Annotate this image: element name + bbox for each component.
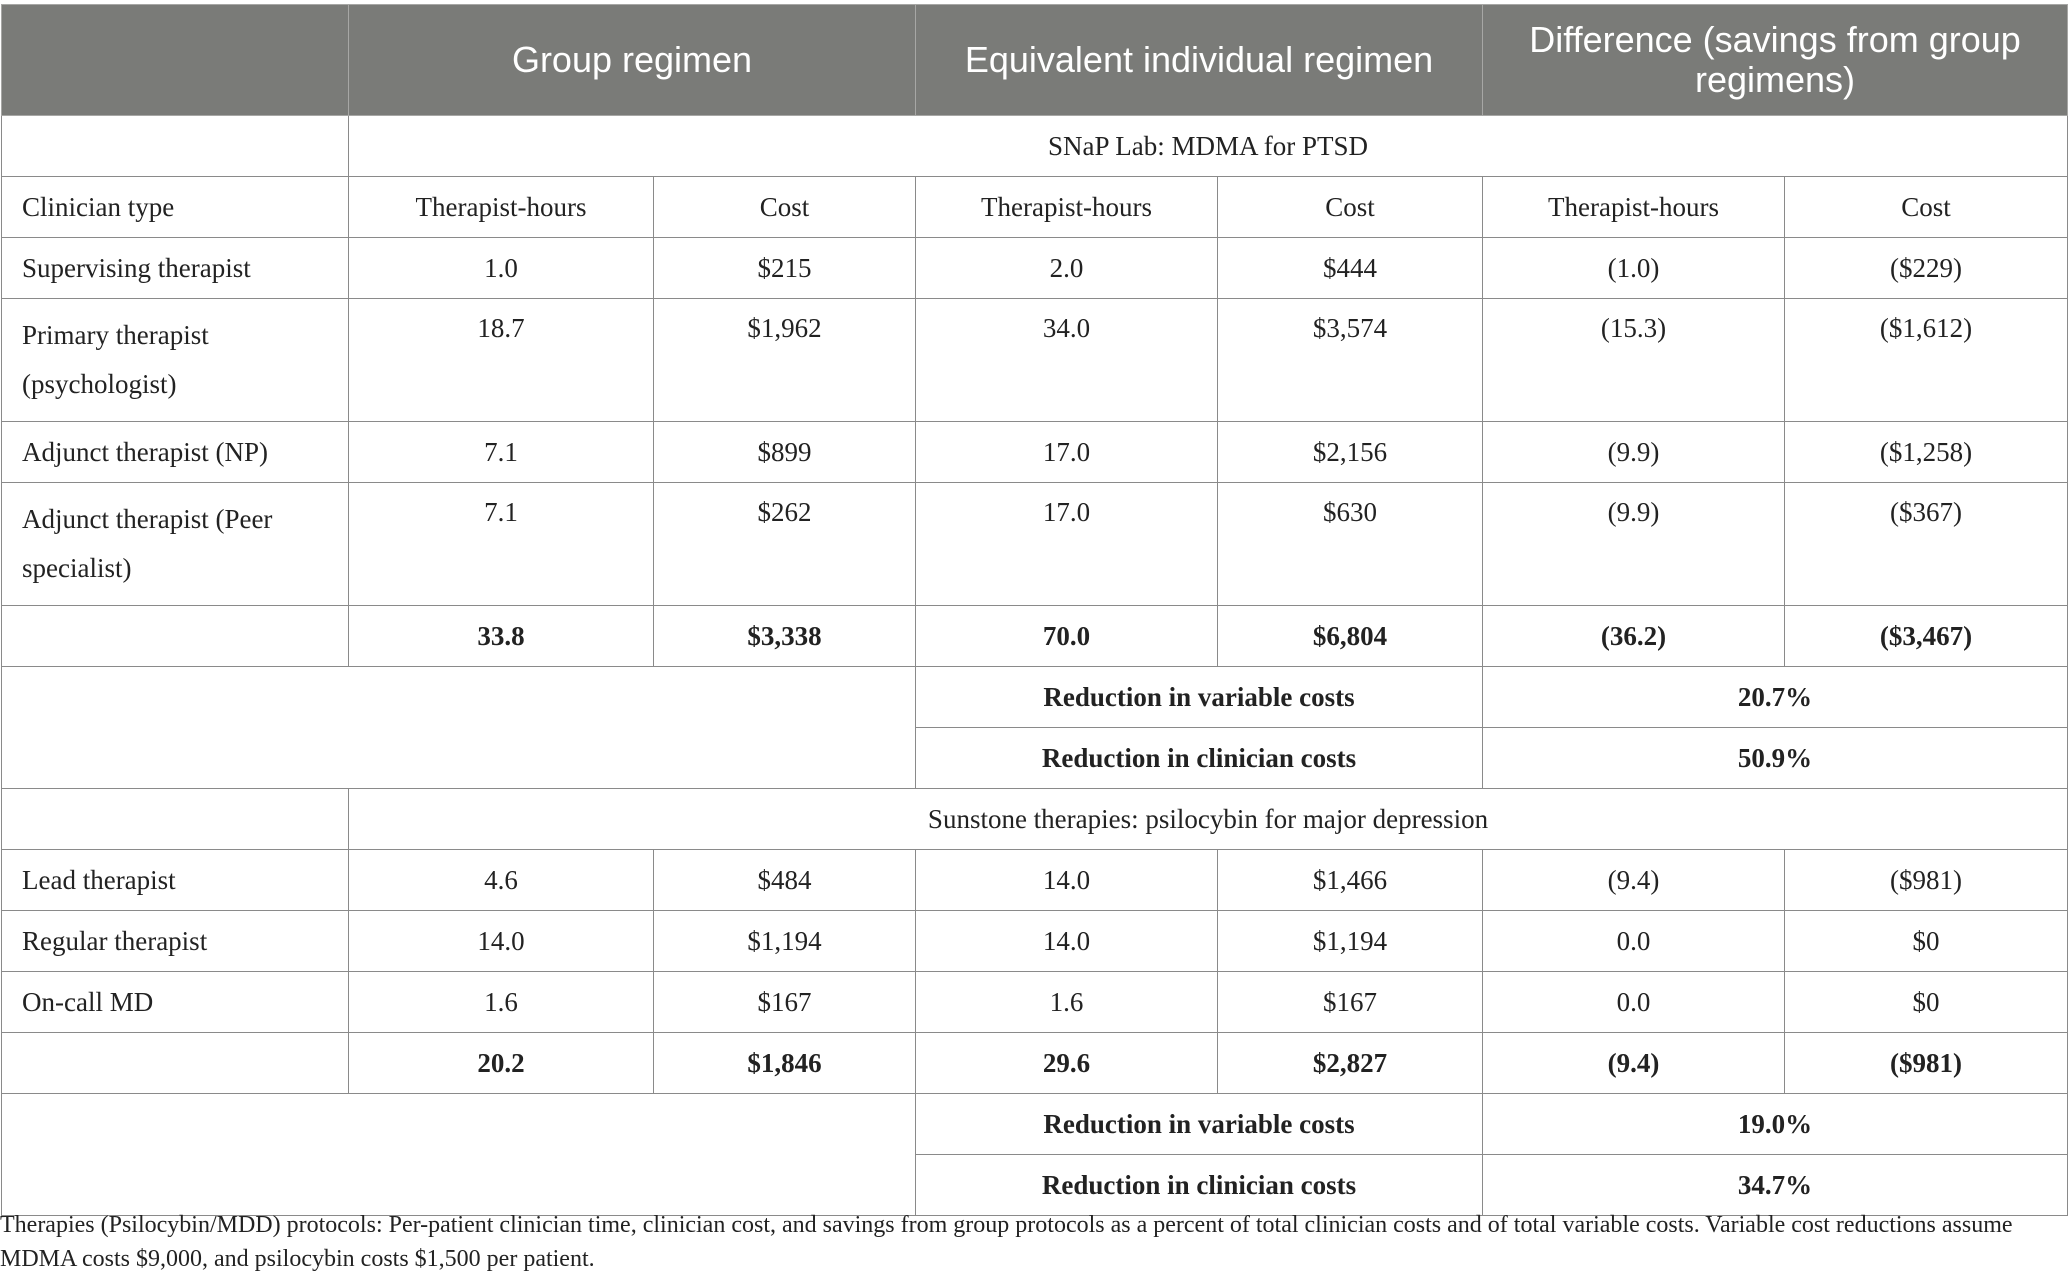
group-cost: $1,194 xyxy=(654,911,916,972)
difference-hours: (9.9) xyxy=(1483,422,1785,483)
reduction-blank xyxy=(2,667,916,789)
individual-hours: 14.0 xyxy=(916,850,1218,911)
reduction-variable-value: 19.0% xyxy=(1483,1094,2068,1155)
table-caption: Therapies (Psilocybin/MDD) protocols: Per-patient clinician time, clinician cost, and savings from group protocols as a percent of total clinician costs and of total variable costs. Variable cost reductions assume MDMA costs $9,000, and psilocybin costs $1,500 per patient. xyxy=(0,1212,2013,1272)
clinician-type: Supervising therapist xyxy=(2,238,349,299)
total-row xyxy=(2,606,2068,667)
total-row xyxy=(2,1033,2068,1094)
difference-hours: (9.4) xyxy=(1483,850,1785,911)
individual-cost: $1,194 xyxy=(1218,911,1483,972)
individual-hours: 1.6 xyxy=(916,972,1218,1033)
total-group-hours: 20.2 xyxy=(349,1033,654,1094)
group-hours: 1.6 xyxy=(349,972,654,1033)
group-hours: 1.0 xyxy=(349,238,654,299)
total-individual-cost: $2,827 xyxy=(1218,1033,1483,1094)
individual-cost: $3,574 xyxy=(1218,299,1483,422)
section-title-row xyxy=(2,116,2068,177)
header-blank xyxy=(2,5,349,116)
difference-hours: 0.0 xyxy=(1483,911,1785,972)
group-cost: $899 xyxy=(654,422,916,483)
difference-cost: ($1,612) xyxy=(1785,299,2068,422)
total-individual-hours: 70.0 xyxy=(916,606,1218,667)
section-title: SNaP Lab: MDMA for PTSD xyxy=(349,116,2068,177)
clinician-type: Regular therapist xyxy=(2,911,349,972)
subheader-individual-cost: Cost xyxy=(1218,177,1483,238)
group-cost: $484 xyxy=(654,850,916,911)
table-row xyxy=(2,238,2068,299)
section-title-row xyxy=(2,789,2068,850)
total-individual-hours: 29.6 xyxy=(916,1033,1218,1094)
difference-hours: (9.9) xyxy=(1483,483,1785,606)
total-individual-cost: $6,804 xyxy=(1218,606,1483,667)
clinician-type: Adjunct therapist (Peer specialist) xyxy=(2,483,349,606)
individual-cost: $630 xyxy=(1218,483,1483,606)
individual-hours: 17.0 xyxy=(916,422,1218,483)
reduction-variable-value: 20.7% xyxy=(1483,667,2068,728)
group-cost: $262 xyxy=(654,483,916,606)
total-difference-hours: (9.4) xyxy=(1483,1033,1785,1094)
table-row xyxy=(2,483,2068,606)
reduction-blank xyxy=(2,1094,916,1216)
table-row xyxy=(2,299,2068,422)
total-group-cost: $1,846 xyxy=(654,1033,916,1094)
table-row xyxy=(2,972,2068,1033)
subheader-difference-hours: Therapist-hours xyxy=(1483,177,1785,238)
difference-hours: (15.3) xyxy=(1483,299,1785,422)
total-difference-hours: (36.2) xyxy=(1483,606,1785,667)
header-individual-regimen: Equivalent individual regimen xyxy=(916,5,1483,116)
group-hours: 7.1 xyxy=(349,483,654,606)
table-row xyxy=(2,850,2068,911)
subheader-group-hours: Therapist-hours xyxy=(349,177,654,238)
difference-cost: ($229) xyxy=(1785,238,2068,299)
reduction-clinician-value: 50.9% xyxy=(1483,728,2068,789)
difference-cost: ($1,258) xyxy=(1785,422,2068,483)
subheader-clinician-type: Clinician type xyxy=(2,177,349,238)
total-group-hours: 33.8 xyxy=(349,606,654,667)
individual-cost: $444 xyxy=(1218,238,1483,299)
clinician-type: Adjunct therapist (NP) xyxy=(2,422,349,483)
subheader-row xyxy=(2,177,2068,238)
individual-cost: $167 xyxy=(1218,972,1483,1033)
table-row xyxy=(2,911,2068,972)
header-difference: Difference (savings from group regimens) xyxy=(1483,5,2068,116)
total-difference-cost: ($3,467) xyxy=(1785,606,2068,667)
total-group-cost: $3,338 xyxy=(654,606,916,667)
clinician-type: Primary therapist (psychologist) xyxy=(2,299,349,422)
difference-cost: $0 xyxy=(1785,972,2068,1033)
group-cost: $167 xyxy=(654,972,916,1033)
individual-hours: 2.0 xyxy=(916,238,1218,299)
section-title-blank xyxy=(2,789,349,850)
group-cost: $1,962 xyxy=(654,299,916,422)
table-row xyxy=(2,422,2068,483)
reduction-clinician-value: 34.7% xyxy=(1483,1155,2068,1216)
total-label-blank xyxy=(2,1033,349,1094)
individual-cost: $2,156 xyxy=(1218,422,1483,483)
group-cost: $215 xyxy=(654,238,916,299)
cost-comparison-table xyxy=(1,4,2068,1216)
section-title: Sunstone therapies: psilocybin for major depression xyxy=(349,789,2068,850)
reduction-row xyxy=(2,667,2068,728)
header-group-regimen: Group regimen xyxy=(349,5,916,116)
reduction-variable-label: Reduction in variable costs xyxy=(916,1094,1483,1155)
total-label-blank xyxy=(2,606,349,667)
subheader-individual-hours: Therapist-hours xyxy=(916,177,1218,238)
subheader-difference-cost: Cost xyxy=(1785,177,2068,238)
difference-cost: ($367) xyxy=(1785,483,2068,606)
reduction-row xyxy=(2,1094,2068,1155)
difference-cost: $0 xyxy=(1785,911,2068,972)
clinician-type: Lead therapist xyxy=(2,850,349,911)
individual-hours: 14.0 xyxy=(916,911,1218,972)
total-difference-cost: ($981) xyxy=(1785,1033,2068,1094)
individual-cost: $1,466 xyxy=(1218,850,1483,911)
difference-cost: ($981) xyxy=(1785,850,2068,911)
group-hours: 14.0 xyxy=(349,911,654,972)
subheader-group-cost: Cost xyxy=(654,177,916,238)
difference-hours: (1.0) xyxy=(1483,238,1785,299)
header-row xyxy=(2,5,2068,116)
difference-hours: 0.0 xyxy=(1483,972,1785,1033)
group-hours: 4.6 xyxy=(349,850,654,911)
group-hours: 18.7 xyxy=(349,299,654,422)
section-title-blank xyxy=(2,116,349,177)
reduction-clinician-label: Reduction in clinician costs xyxy=(916,728,1483,789)
reduction-variable-label: Reduction in variable costs xyxy=(916,667,1483,728)
clinician-type: On-call MD xyxy=(2,972,349,1033)
reduction-clinician-label: Reduction in clinician costs xyxy=(916,1155,1483,1216)
individual-hours: 17.0 xyxy=(916,483,1218,606)
group-hours: 7.1 xyxy=(349,422,654,483)
individual-hours: 34.0 xyxy=(916,299,1218,422)
